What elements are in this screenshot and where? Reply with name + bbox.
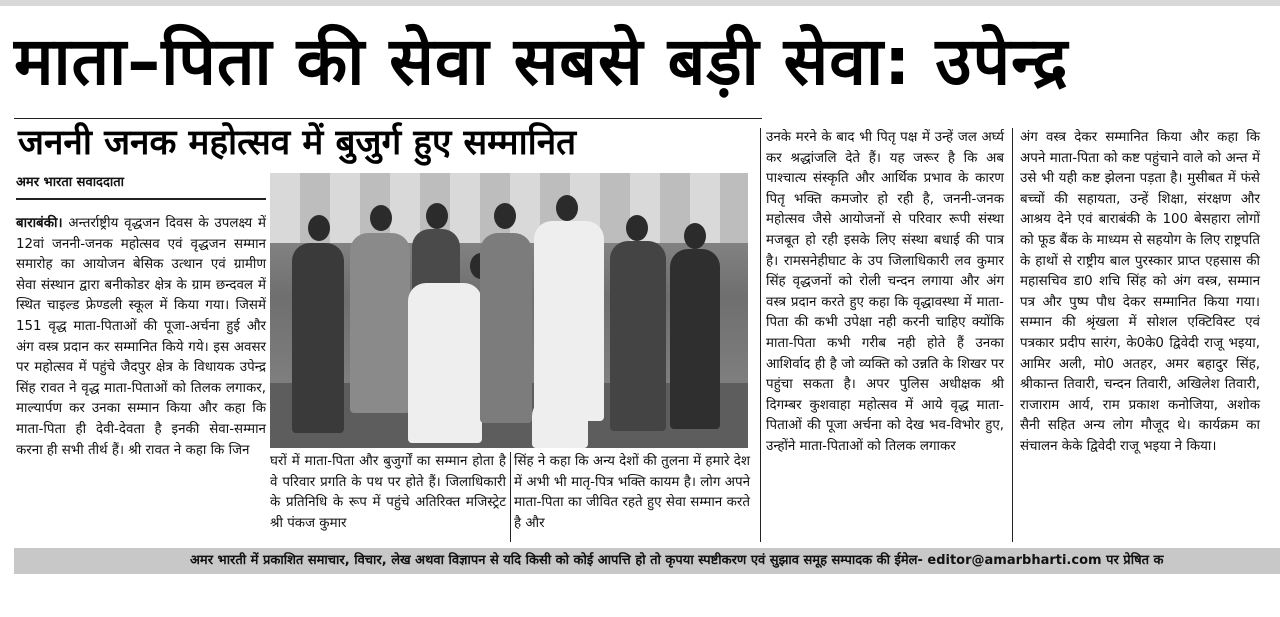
article-text: सिंह ने कहा कि अन्य देशों की तुलना में हमारे देश में अभी भी मातृ-पित्र भक्ति कायम है। लोग अपने माता-पिता का जीवित रहते हुए सेवा सम्मान करते है और (514, 454, 750, 531)
photo-person-head (626, 215, 648, 241)
photo-person-head (308, 215, 330, 241)
photo-person (670, 249, 720, 429)
photo-person (480, 233, 532, 423)
article-text: अंग वस्त्र देकर सम्मानित किया और कहा कि अपने माता-पिता को कष्ट पहुंचाने वाले को अन्त में उसे भी यही कष्ट झेलना पड़ता है। मुसीबत में फंसे बच्चों की सहायता, उन्हें शिक्षा, संरक्षण और आश्रय देने एवं बाराबंकी के 100 बेसहारा लोगों को फूड बैंक के माध्यम से सहयोग के लिए राष्ट्रपति के हाथों से राष्ट्रीय बाल पुरस्कार प्राप्त एहसास की महासचिव डा0 शचि सिंह को अंग वस्त्र, सम्मान पत्र और पुष्प पौध देकर सम्मानित किया गया। सम्मान की श्रृंखला में सोशल एक्टिविस्ट एवं पत्रकार प्रदीप सारंग, के0के0 द्विवेदी राजू भइया, आमिर अली, मो0 अतहर, अमर बहादुर सिंह, श्रीकान्त तिवारी, चन्दन तिवारी, अखिलेश तिवारी, राजाराम आर्य, राम प्रकाश कनोजिया, अशोक सैनी सहित अन्य लोग मौजूद थे। कार्यक्रम का संचालन केके द्विवेदी राजू भइया ने किया। (1020, 130, 1260, 454)
photo-person (292, 243, 344, 433)
footer-disclaimer-text: अमर भारती में प्रकाशित समाचार, विचार, लेख अथवा विज्ञापन से यदि किसी को कोई आपत्ति हो तो कृपया स्पष्टीकरण एवं सुझाव समूह सम्पादक की ईमेल- editor@amarbharti.com पर प्रेषित क (190, 553, 1164, 568)
article-column-3 (514, 452, 750, 542)
subhead-rule (14, 118, 762, 119)
photo-person (408, 283, 482, 443)
photo-person (350, 233, 410, 413)
article-column-2 (270, 452, 506, 542)
photo-person-head (684, 223, 706, 249)
photo-person-head (370, 205, 392, 231)
news-photo (270, 173, 748, 448)
headline: माता–पिता की सेवा सबसे बड़ी सेवा: उपेन्द्र (14, 23, 1069, 100)
column-divider (1012, 128, 1013, 542)
article-column-5 (1020, 128, 1260, 542)
footer-disclaimer-bar (14, 548, 1280, 574)
column-divider (510, 452, 511, 542)
article-text: अन्तर्राष्ट्रीय वृद्धजन दिवस के उपलक्ष्य में 12वां जननी-जनक महोत्सव एवं वृद्धजन सम्मान समारोह का आयोजन बेसिक उत्थान एवं ग्रामीण सेवा संस्थान द्वारा बनीकोडर क्षेत्र के ग्राम छन्दवल में स्थित चाइल्ड फ्रेण्डली स्कूल में किया गया। जिसमें 151 वृद्ध माता-पिताओं की पूजा-अर्चना हुई और अंग वस्त्र प्रदान कर सम्मानित किये गये। इस अवसर पर महोत्सव में पहुंचे जैदपुर क्षेत्र के विधायक उपेन्द्र सिंह रावत ने वृद्ध माता-पिताओं को तिलक लगाकर, माल्यार्पण कर उनका सम्मान किया और कहा कि माता-पिता ही देवी-देवता है इनकी सेवा-सम्मान करना ही सभी तीर्थ हैं। श्री रावत ने कहा कि जिन (16, 216, 266, 458)
byline-rule (16, 198, 266, 200)
photo-person-head (494, 203, 516, 229)
article-text: घरों में माता-पिता और बुजुर्गों का सम्मान होता है वे परिवार प्रगति के पथ पर होते हैं। जिलाधिकारी के प्रतिनिधि के रूप में पहुंचे अतिरिक्त मजिस्ट्रेट श्री पंकज कुमार (270, 454, 506, 531)
photo-person (610, 241, 666, 431)
article-column-4 (766, 128, 1004, 542)
photo-person (532, 398, 588, 448)
photo-person-head (556, 195, 578, 221)
dateline: बाराबंकी। (16, 216, 63, 231)
article-column-1 (16, 214, 266, 544)
photo-person (534, 221, 604, 421)
photo-person-head (426, 203, 448, 229)
column-divider (760, 128, 761, 542)
article-text: उनके मरने के बाद भी पितृ पक्ष में उन्हें जल अर्घ्य कर श्रद्धांजलि देते हैं। यह जरूर है कि अब पाश्चात्य संस्कृति और आर्थिक प्रभाव के कारण पितृ भक्ति कमजोर हो रही है, जननी-जनक महोत्सव जैसे आयोजनों से परिवार रूपी संस्था मजबूत हो रही इसके लिए संस्था बधाई की पात्र है। रामसनेहीघाट के उप जिलाधिकारी लव कुमार सिंह वृद्धजनों को रोली चन्दन लगाया और अंग वस्त्र प्रदान करते हुए कहा कि वृद्धावस्था में माता-पिता की कभी उपेक्षा नही करनी चाहिए क्योंकि माता-पिता कभी गरीब नही होते हैं उनका आशिर्वाद ही है जो व्यक्ति को उन्नति के शिखर पर पहुंचा सकता है। अपर पुलिस अधीक्षक श्री दिगम्बर कुशवाहा महोत्सव में आये वृद्ध माता-पिताओं की पूजा अर्चना को देख भव-विभोर हुए, उन्होंने माता-पिताओं को तिलक लगाकर (766, 130, 1004, 454)
top-strip (0, 0, 1280, 6)
byline: अमर भारता सवाददाता (16, 175, 125, 190)
subheadline: जननी जनक महोत्सव में बुजुर्ग हुए सम्मानित (18, 123, 577, 163)
